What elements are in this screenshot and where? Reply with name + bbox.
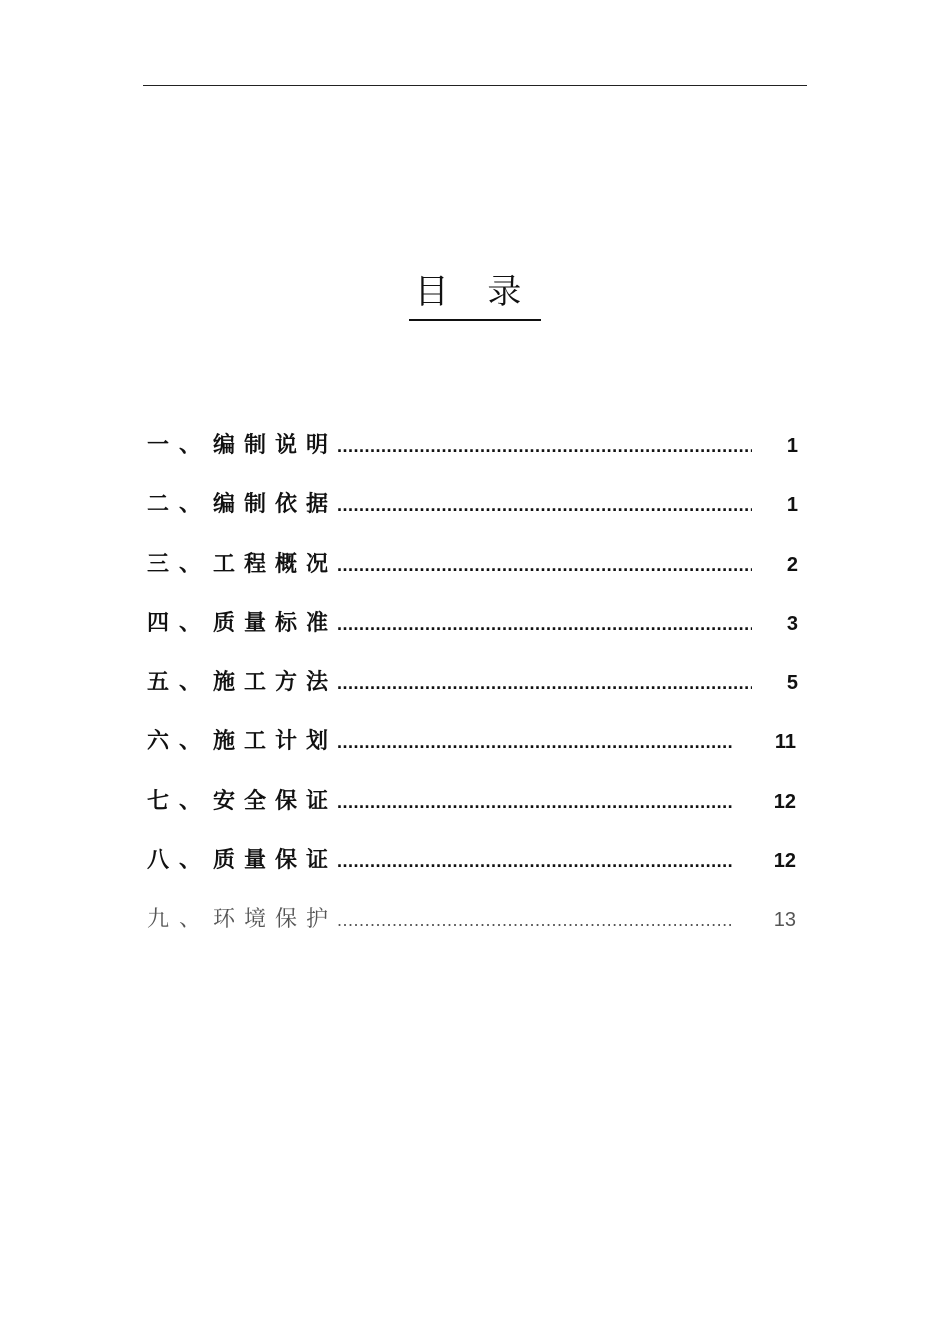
table-of-contents: [147, 416, 802, 950]
toc-entry-page: 12: [773, 790, 796, 813]
toc-entry-page: 13: [773, 909, 796, 932]
toc-entry-number: 八、: [147, 848, 212, 874]
toc-entry-title: 施工方法: [213, 670, 338, 696]
toc-entry-title: 编制说明: [213, 433, 338, 458]
toc-entry-title: 质量标准: [213, 610, 338, 636]
toc-dot-leader: [337, 536, 752, 595]
toc-entry-title: 工程概况: [213, 551, 338, 577]
toc-entry-page: 12: [773, 850, 796, 873]
toc-dot-leader: [337, 595, 752, 654]
toc-entry[interactable]: [147, 653, 802, 712]
page-title-text: 目 录: [409, 267, 542, 321]
toc-entry-page: 1: [786, 435, 798, 457]
toc-entry-number: 三、: [147, 551, 212, 577]
toc-entry[interactable]: [147, 535, 802, 594]
toc-entry-title: 环境保护: [213, 907, 338, 933]
toc-entry-title: 质量保证: [213, 848, 338, 874]
toc-entry[interactable]: [147, 712, 802, 771]
toc-entry-page: 2: [786, 553, 798, 576]
toc-entry-number: 二、: [147, 492, 212, 518]
toc-entry-number: 一、: [147, 433, 212, 458]
toc-entry[interactable]: [147, 890, 802, 949]
toc-entry-number: 六、: [147, 729, 212, 755]
toc-dot-leader: [337, 476, 752, 535]
toc-entry[interactable]: [147, 416, 802, 475]
toc-entry[interactable]: [147, 594, 802, 653]
toc-entry-number: 四、: [147, 610, 212, 636]
toc-dot-leader: [337, 891, 734, 950]
toc-dot-leader: [337, 654, 752, 713]
toc-dot-leader: [337, 773, 734, 832]
toc-dot-leader: [337, 417, 752, 476]
toc-entry-number: 七、: [147, 788, 212, 814]
toc-entry-title: 编制依据: [213, 492, 338, 518]
header-rule: [143, 85, 807, 86]
toc-entry-title: 安全保证: [213, 788, 338, 814]
toc-entry[interactable]: [147, 831, 802, 890]
toc-entry-number: 五、: [147, 670, 212, 696]
toc-entry[interactable]: [147, 772, 802, 831]
toc-entry-page: 3: [786, 612, 798, 635]
toc-entry-page: 1: [786, 494, 798, 517]
toc-entry-number: 九、: [147, 907, 212, 933]
toc-dot-leader: [337, 832, 734, 891]
toc-entry[interactable]: [147, 475, 802, 534]
toc-dot-leader: [337, 713, 734, 772]
toc-entry-title: 施工计划: [213, 729, 338, 755]
toc-entry-page: 11: [774, 731, 796, 754]
toc-entry-page: 5: [786, 672, 798, 695]
page-title: [0, 267, 950, 321]
